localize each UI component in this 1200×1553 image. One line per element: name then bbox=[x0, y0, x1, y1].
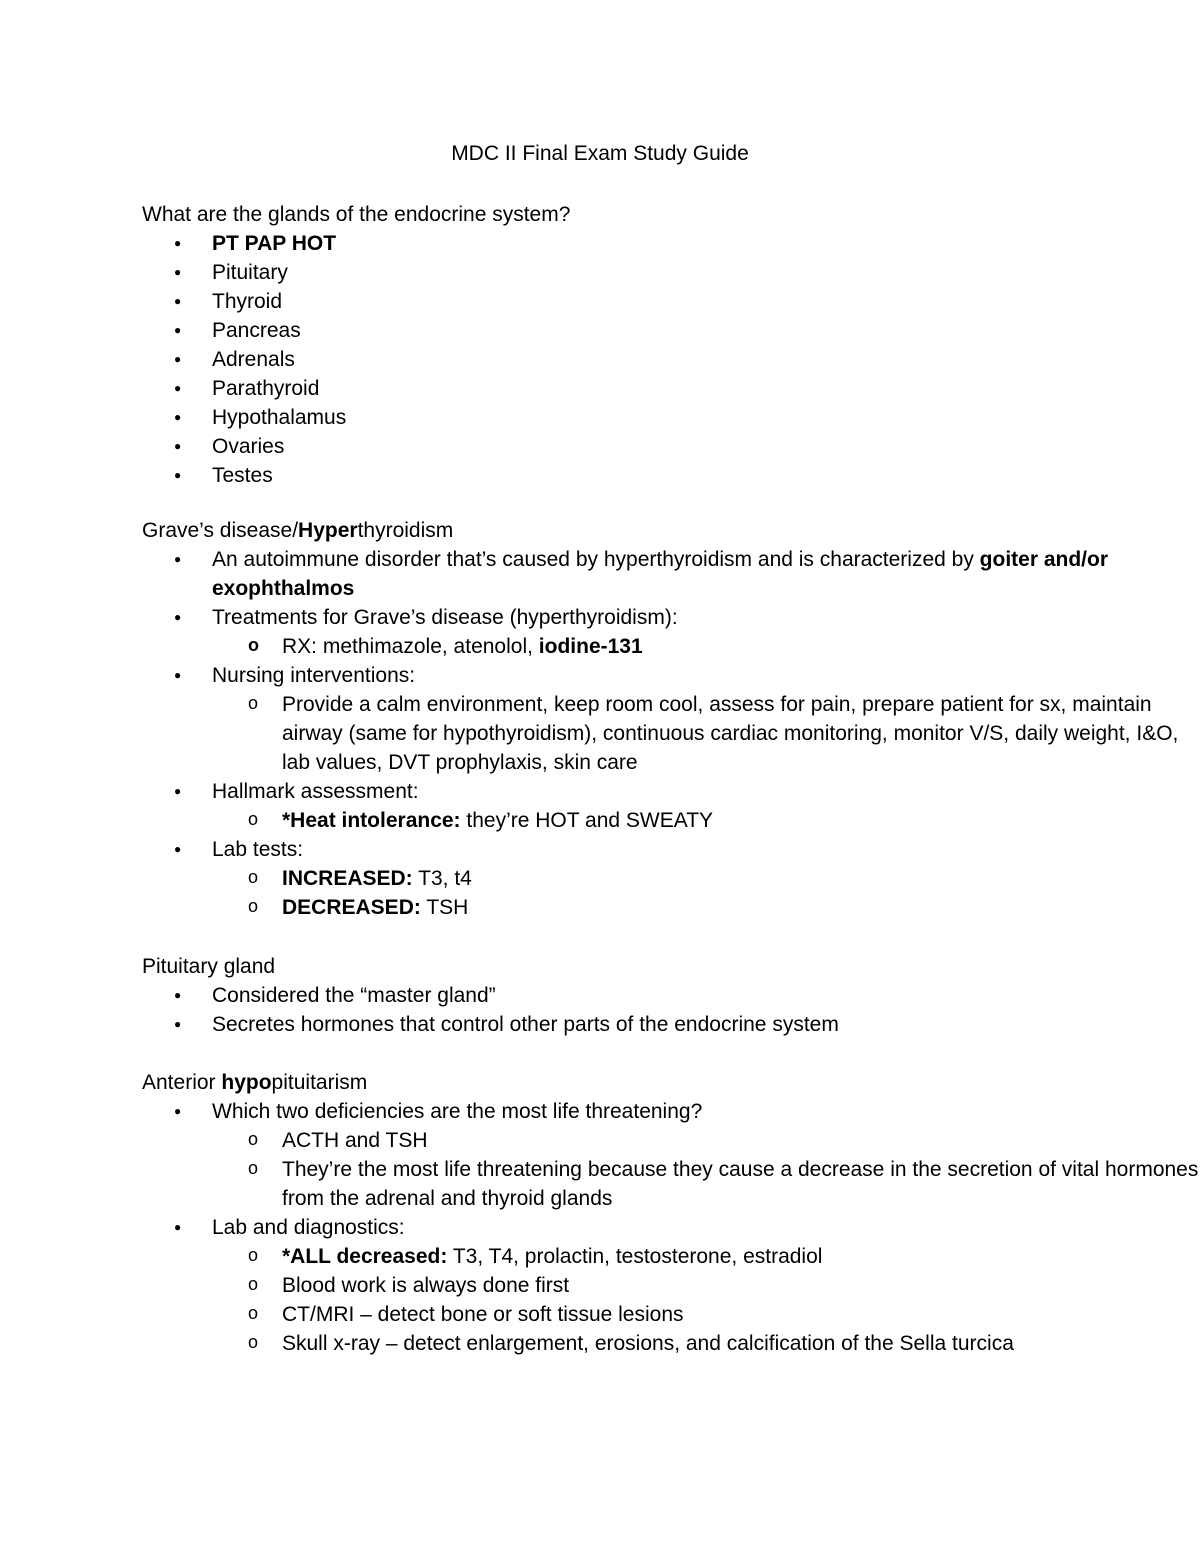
list-item: ● Nursing interventions: bbox=[142, 661, 1200, 690]
list-item: ● Treatments for Grave’s disease (hyperthyroidism): bbox=[142, 603, 1200, 632]
list-item: ● Lab tests: bbox=[142, 835, 1200, 864]
list-item: ● Parathyroid bbox=[142, 374, 570, 403]
page-title: MDC II Final Exam Study Guide bbox=[451, 142, 749, 165]
list-item: ● Which two deficiencies are the most life threatening? bbox=[142, 1097, 1200, 1126]
list-item: ● Adrenals bbox=[142, 345, 570, 374]
list-item: ● Secretes hormones that control other parts of the endocrine system bbox=[142, 1010, 839, 1039]
sub-list-item: o INCREASED: T3, t4 bbox=[142, 864, 1200, 893]
sub-list-item: o CT/MRI – detect bone or soft tissue lesions bbox=[142, 1300, 1200, 1329]
list-item: ● Thyroid bbox=[142, 287, 570, 316]
section-heading: Pituitary gland bbox=[142, 955, 276, 978]
section-graves-disease bbox=[142, 516, 1200, 922]
list-item: ● PT PAP HOT bbox=[142, 229, 570, 258]
sub-list-item: o DECREASED: TSH bbox=[142, 893, 1200, 922]
list-item: ● Pituitary bbox=[142, 258, 570, 287]
list-item: ● Hypothalamus bbox=[142, 403, 570, 432]
sub-list-item: o Provide a calm environment, keep room cool, assess for pain, prepare patient for sx, maintain airway (same for hypothyroidism), continuous cardiac monitoring, monitor V/S, daily weight, I&O, lab values, DVT prophylaxis, skin care bbox=[142, 690, 1200, 777]
list-item: ● An autoimmune disorder that’s caused by hyperthyroidism and is characterized by goiter and/or exophthalmos bbox=[142, 545, 1142, 603]
sub-list-item: o *ALL decreased: T3, T4, prolactin, testosterone, estradiol bbox=[142, 1242, 1200, 1271]
sub-list-item: o Blood work is always done first bbox=[142, 1271, 1200, 1300]
list-item: ● Lab and diagnostics: bbox=[142, 1213, 1200, 1242]
sub-list-item: o ACTH and TSH bbox=[142, 1126, 1200, 1155]
section-heading: Anterior hypopituitarism bbox=[142, 1071, 368, 1094]
sub-list-item: o Skull x-ray – detect enlargement, erosions, and calcification of the Sella turcica bbox=[142, 1329, 1200, 1358]
section-question: What are the glands of the endocrine system? bbox=[142, 203, 571, 226]
section-heading: Grave’s disease/Hyperthyroidism bbox=[142, 519, 454, 542]
sub-list-item: o RX: methimazole, atenolol, iodine-131 bbox=[142, 632, 1200, 661]
list-item: ● Hallmark assessment: bbox=[142, 777, 1200, 806]
list-item: ● Considered the “master gland” bbox=[142, 981, 839, 1010]
sub-list-item: o They’re the most life threatening because they cause a decrease in the secretion of vital hormones from the adrenal and thyroid glands bbox=[142, 1155, 1200, 1213]
section-pituitary-gland bbox=[142, 952, 839, 1039]
list-item: ● Pancreas bbox=[142, 316, 570, 345]
list-item: ● Testes bbox=[142, 461, 570, 490]
list-item: ● Ovaries bbox=[142, 432, 570, 461]
section-endocrine-glands bbox=[142, 200, 570, 490]
sub-list-item: o *Heat intolerance: they’re HOT and SWEATY bbox=[142, 806, 1200, 835]
section-anterior-hypopituitarism bbox=[142, 1068, 1200, 1358]
